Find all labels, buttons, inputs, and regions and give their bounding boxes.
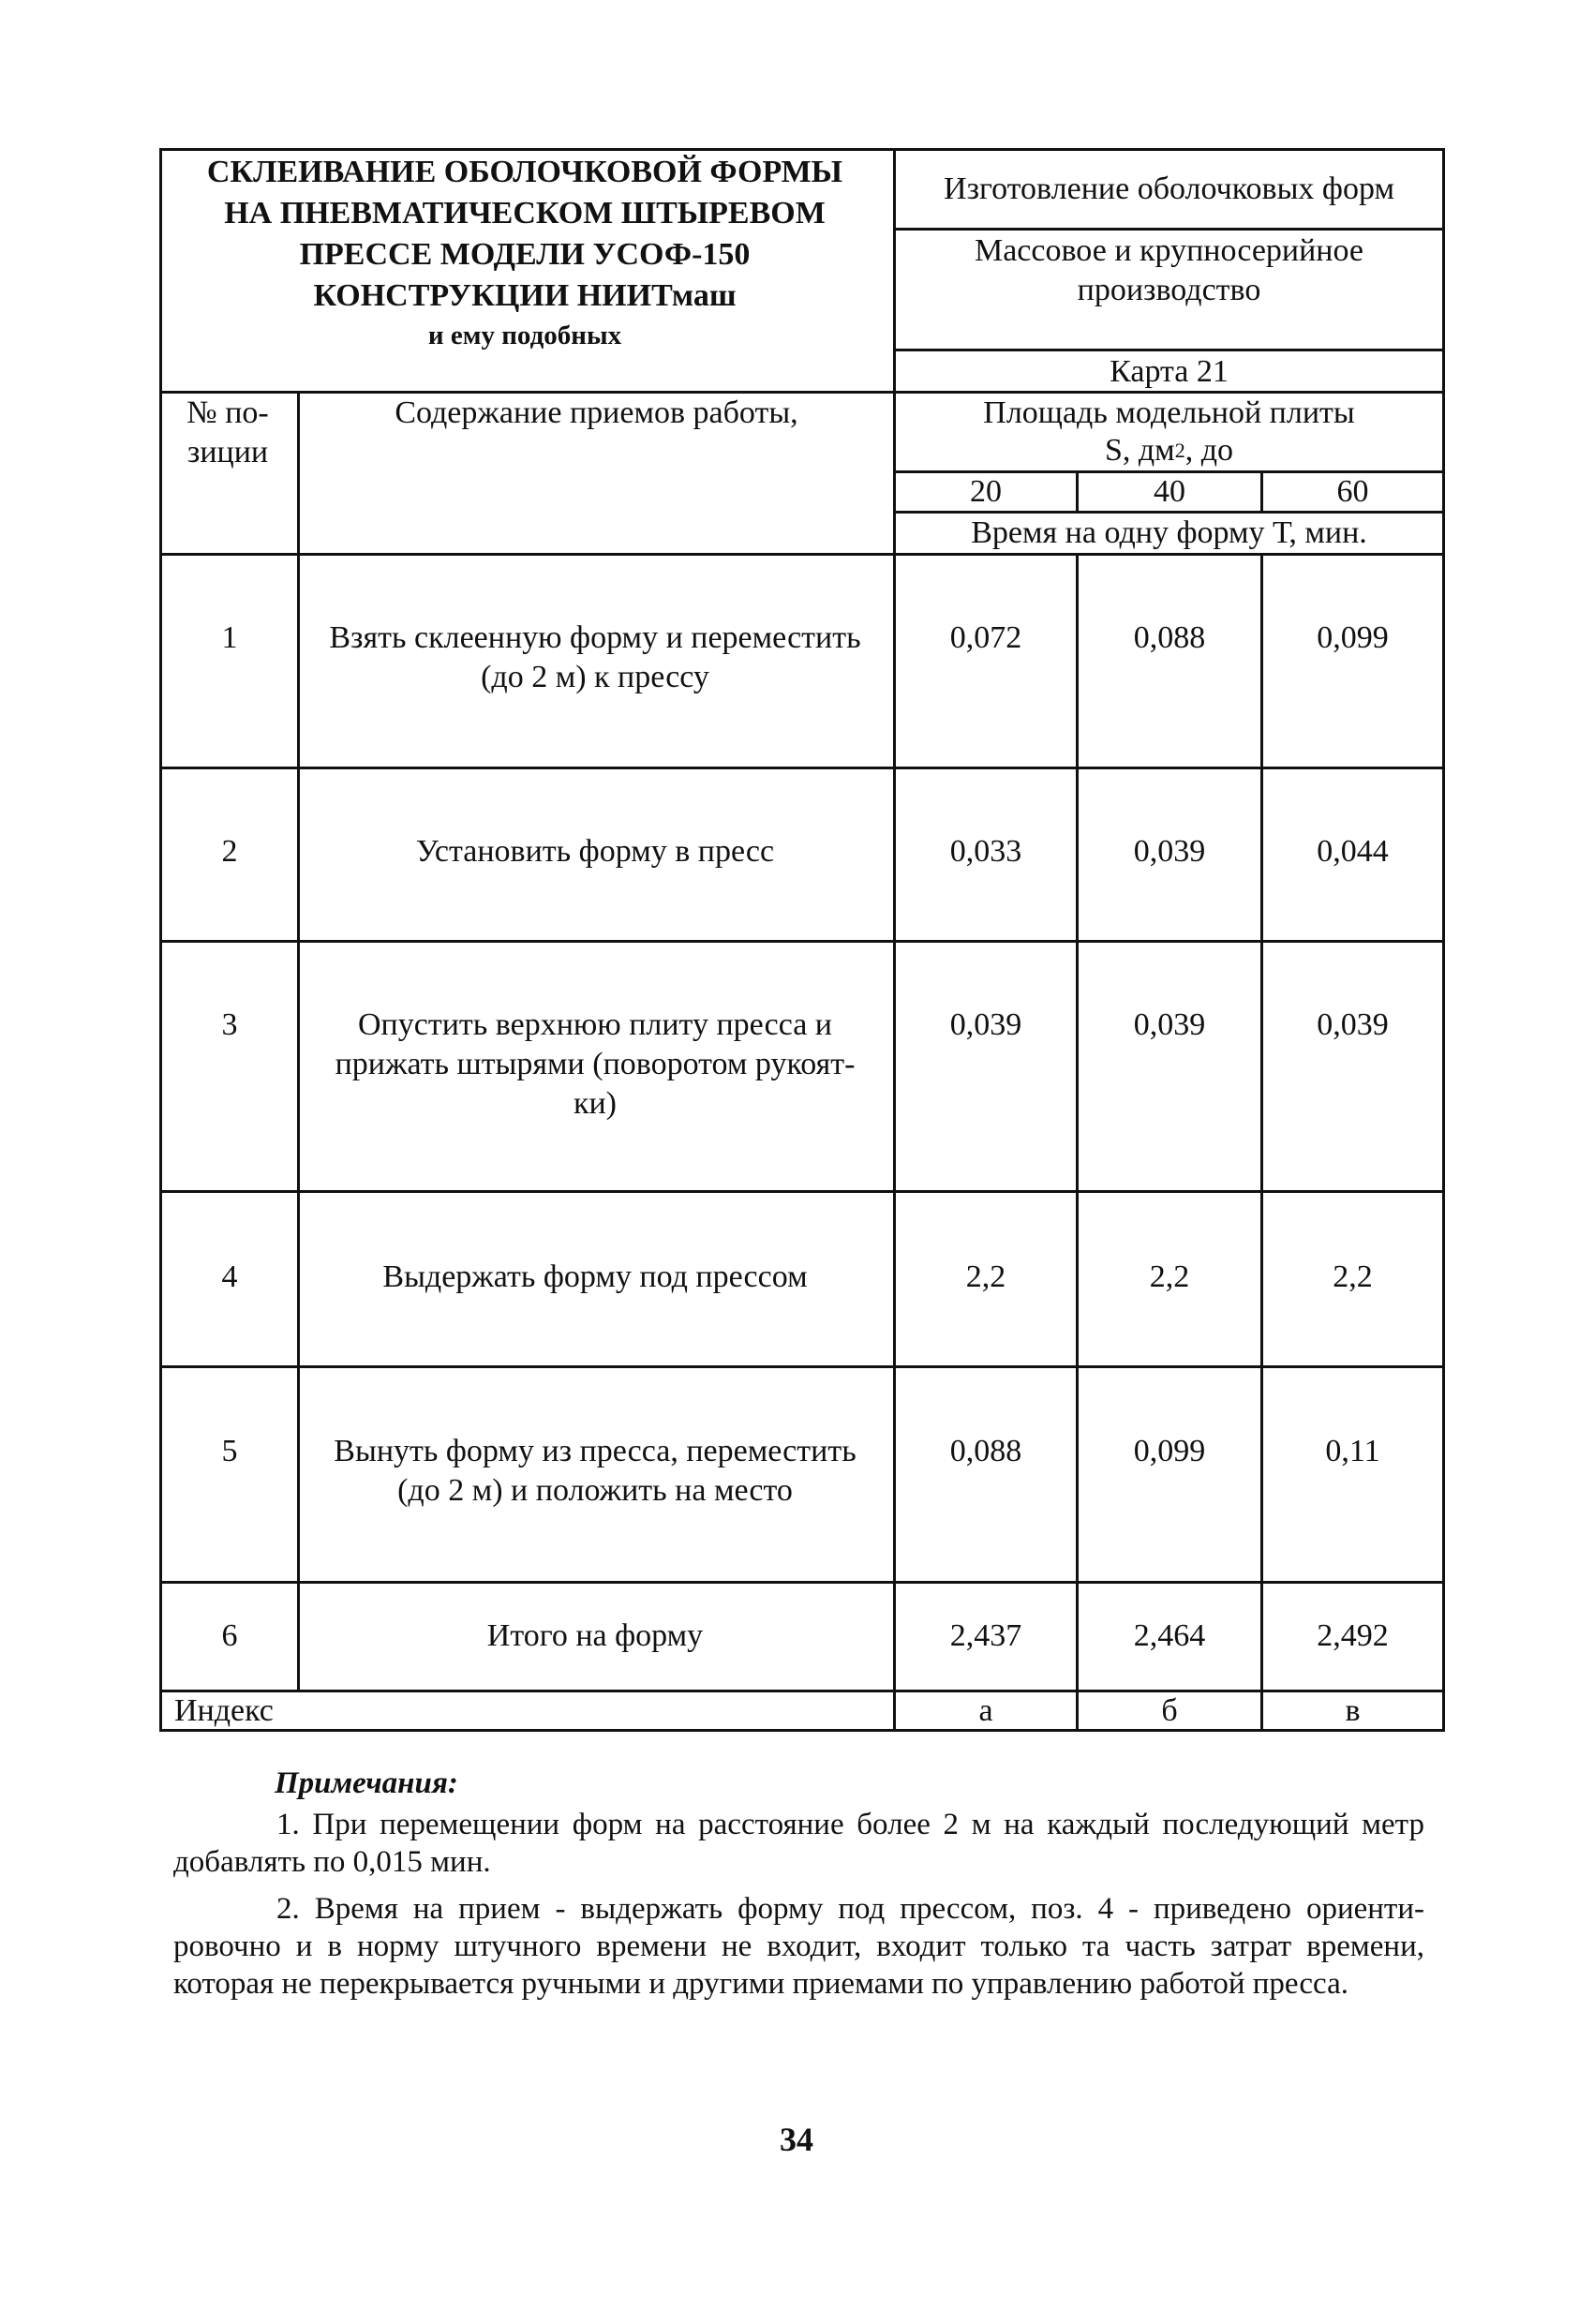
row-3-text: Опустить верхнюю плиту пресса и прижать штырями (поворотом рукоят-ки) <box>335 1007 856 1121</box>
row-4-text: Выдержать форму под прессом <box>382 1259 808 1294</box>
index-label: Индекс <box>174 1693 274 1728</box>
divider-col-position <box>297 391 300 1692</box>
row-2-value-40: 0,039 <box>1133 834 1206 869</box>
divider-row-4 <box>159 1365 1445 1368</box>
divider-col-value-40 <box>1076 553 1079 1732</box>
index-b: б <box>1161 1693 1178 1728</box>
index-a: а <box>978 1693 993 1728</box>
row-6-value-20: 2,437 <box>949 1618 1022 1653</box>
area-unit-pre: S, дм <box>1104 433 1175 468</box>
title-line: КОНСТРУКЦИИ НИИТмаш <box>313 278 737 313</box>
row-5-number: 5 <box>221 1434 238 1468</box>
row-3-value-60: 0,039 <box>1317 1007 1389 1042</box>
row-4-value-40: 2,2 <box>1149 1259 1190 1294</box>
divider-header-bottom <box>159 553 1445 556</box>
table-border-right <box>1442 148 1445 1732</box>
title-line: СКЛЕИВАНИЕ ОБОЛОЧКОВОЙ ФОРМЫ <box>206 155 843 189</box>
area-unit-sup: 2 <box>1174 439 1185 462</box>
row-6-number: 6 <box>221 1618 238 1653</box>
category-label: Изготовление оболочковых форм <box>944 171 1394 206</box>
title-line: НА ПНЕВМАТИЧЕСКОМ ШТЫРЕВОМ <box>224 196 826 231</box>
row-6-value-60: 2,492 <box>1317 1618 1389 1653</box>
note-2: 2. Время на прием - выдержать форму под прессом, поз. 4 - приведено ориенти-ровочно и в норму штучного времени не входит, входит только та часть затрат времени, которая не перекрывается ручными и другими приемами по управлению работой пресса. <box>173 1892 1424 2001</box>
size-40: 40 <box>1154 474 1185 509</box>
table-border-left <box>159 148 162 1732</box>
notes <box>173 1765 1424 2003</box>
row-3-value-40: 0,039 <box>1133 1007 1206 1042</box>
row-4-value-20: 2,2 <box>965 1259 1006 1294</box>
column-header-content: Содержание приемов работы, <box>395 395 798 430</box>
row-1-value-20: 0,072 <box>949 620 1022 655</box>
divider-col-value-60 <box>1260 553 1263 1732</box>
divider-row-5 <box>159 1581 1445 1584</box>
row-6-text: Итого на форму <box>486 1618 704 1653</box>
area-unit <box>896 431 1442 470</box>
row-4-value-60: 2,2 <box>1333 1259 1373 1294</box>
row-3-value-20: 0,039 <box>949 1007 1022 1042</box>
size-20: 20 <box>970 474 1002 509</box>
row-1-number: 1 <box>221 620 238 655</box>
card-title <box>159 152 890 354</box>
page-number: 34 <box>780 2121 813 2158</box>
title-line: ПРЕССЕ МОДЕЛИ УСОФ-150 <box>299 237 751 272</box>
row-5-value-40: 0,099 <box>1133 1434 1206 1468</box>
row-6-value-40: 2,464 <box>1133 1618 1206 1653</box>
area-unit-post: , до <box>1184 433 1234 468</box>
size-60: 60 <box>1336 474 1369 509</box>
area-header: Площадь модельной плиты <box>983 395 1355 430</box>
notes-heading: Примечания: <box>275 1766 458 1800</box>
row-4-number: 4 <box>221 1259 238 1294</box>
row-2-value-20: 0,033 <box>949 834 1022 869</box>
row-1-text: Взять склеенную форму и переместить (до 2 м) к прессу <box>329 620 861 694</box>
row-5-value-60: 0,11 <box>1325 1434 1380 1468</box>
card-number: Карта 21 <box>1110 353 1229 389</box>
row-2-number: 2 <box>221 834 238 869</box>
row-1-value-40: 0,088 <box>1133 620 1206 655</box>
time-header: Время на одну форму Т, мин. <box>971 515 1367 550</box>
row-2-value-60: 0,044 <box>1317 834 1389 869</box>
row-5-value-20: 0,088 <box>949 1434 1022 1468</box>
row-2-text: Установить форму в пресс <box>415 834 775 869</box>
index-v: в <box>1345 1693 1361 1728</box>
row-5-text: Вынуть форму из пресса, переместить (до 2 м) и положить на место <box>334 1434 857 1508</box>
column-header-position: № по-зиции <box>186 395 269 469</box>
divider-row-1 <box>159 767 1445 769</box>
title-subline: и ему подобных <box>427 320 622 350</box>
production-type: Массовое и крупносерийное производство <box>974 233 1364 307</box>
divider-row-2 <box>159 940 1445 943</box>
row-3-number: 3 <box>221 1007 238 1042</box>
divider-row-3 <box>159 1190 1445 1193</box>
row-1-value-60: 0,099 <box>1317 620 1389 655</box>
note-1: 1. При перемещении форм на расстояние более 2 м на каждый последующий метр добавлять по 0,015 мин. <box>173 1808 1424 1879</box>
